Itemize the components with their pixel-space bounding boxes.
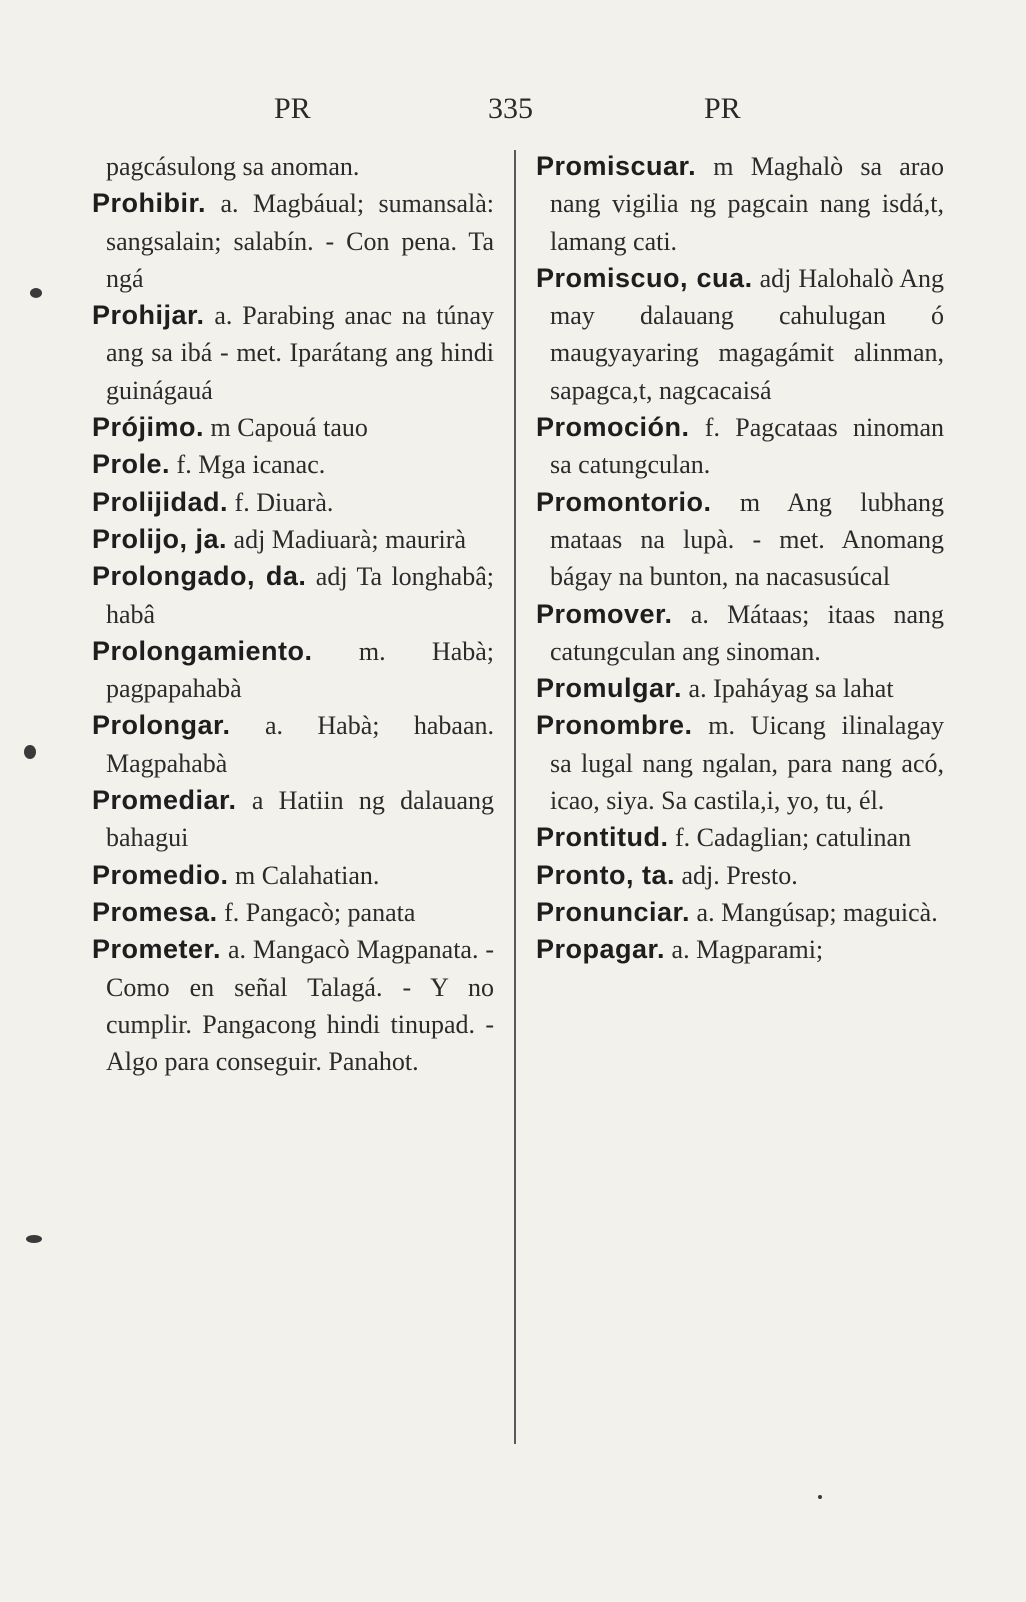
entry-definition: a Hatiin ng dalauang bahagui <box>106 786 494 853</box>
entry-headword: Prole. <box>92 449 171 480</box>
dictionary-entry <box>92 148 494 185</box>
entry-headword: Promiscuo, cua. <box>536 262 753 293</box>
dictionary-entry <box>92 857 494 894</box>
page-number: 335 <box>488 92 533 125</box>
dictionary-entry <box>92 782 494 857</box>
column-divider <box>514 150 516 1444</box>
dictionary-entry <box>92 558 494 633</box>
dictionary-entry <box>536 857 944 894</box>
dictionary-entry <box>536 707 944 819</box>
entry-definition: f. Mga icanac. <box>176 450 326 480</box>
dictionary-entry <box>536 484 944 596</box>
left-column <box>92 148 494 1080</box>
dictionary-entry <box>536 670 944 707</box>
dictionary-entry <box>92 446 494 483</box>
dictionary-entry <box>92 484 494 521</box>
page-header <box>0 92 1026 138</box>
dictionary-entry <box>536 148 944 260</box>
header-left-letters: PR <box>274 92 311 125</box>
entry-definition: a. Mátaas; itaas nang catungculan ang sinoman. <box>550 599 945 666</box>
entry-definition: a. Habà; habaan. Magpahabà <box>106 711 494 778</box>
entry-headword: Prolijo, ja. <box>92 523 228 554</box>
entry-definition: m. Uicang ilinalagay sa lugal nang ngalan, para nang acó, icao, siya. Sa castila,i, yo, tu, él. <box>550 711 944 816</box>
entry-headword: Prójimo. <box>92 412 205 443</box>
entry-headword: Promesa. <box>92 896 218 927</box>
entry-definition: m Maghalò sa arao nang vigilia ng pagcain nang isdá,t, lamang cati. <box>550 152 944 256</box>
entry-definition: m. Habà; pagpapahabà <box>106 636 494 704</box>
ink-speck <box>24 745 36 759</box>
entry-headword: Prolongar. <box>92 710 231 741</box>
dictionary-entry <box>92 894 494 931</box>
entry-headword: Propagar. <box>536 934 666 965</box>
dictionary-entry <box>536 409 944 484</box>
entry-definition: a. Mangúsap; maguicà. <box>696 897 938 927</box>
entry-headword: Prontitud. <box>536 822 669 853</box>
entry-headword: Promover. <box>536 598 673 629</box>
header-right-letters: PR <box>704 92 741 125</box>
ink-speck <box>26 1235 42 1243</box>
dictionary-entry <box>536 931 944 968</box>
entry-definition: adj. Presto. <box>681 860 798 890</box>
ink-speck <box>818 1495 822 1499</box>
dictionary-entry <box>92 185 494 297</box>
entry-headword: Prometer. <box>92 934 222 965</box>
entry-headword: Prolongamiento. <box>92 635 313 666</box>
entry-definition: adj Madiuarà; maurirà <box>233 524 466 554</box>
entry-headword: Prolijidad. <box>92 486 229 517</box>
dictionary-entry <box>536 596 944 671</box>
entry-definition: adj Halohalò Ang may dalauang cahulugan ó maugyayaring magagámit alinman, sapagca,t, nagcacaisá <box>550 263 944 405</box>
entry-definition: a. Ipaháyag sa lahat <box>688 674 894 704</box>
entry-definition: f. Diuarà. <box>234 487 334 517</box>
dictionary-entry <box>92 521 494 558</box>
entry-definition: pagcásulong sa anoman. <box>106 152 360 181</box>
entry-definition: f. Pagcataas ninoman sa catungculan. <box>550 413 944 480</box>
entry-definition: m Ang lubhang mataas na lupà. - met. Anomang bágay na bunton, na nacasusúcal <box>550 487 944 592</box>
dictionary-entry <box>92 297 494 409</box>
entry-headword: Pronunciar. <box>536 896 691 927</box>
dictionary-entry <box>92 707 494 782</box>
entry-definition: f. Cadaglian; catulinan <box>674 823 912 853</box>
entry-definition: adj Ta longhabâ; habâ <box>106 562 494 629</box>
entry-headword: Pronto, ta. <box>536 859 675 890</box>
entry-definition: m Capouá tauo <box>210 413 368 443</box>
dictionary-entry <box>92 931 494 1080</box>
entry-definition: a. Parabing anac na túnay ang sa ibá - met. Iparátang ang hindi guinágauá <box>106 301 494 405</box>
entry-definition: a. Magparami; <box>671 935 824 965</box>
entry-headword: Promulgar. <box>536 673 683 704</box>
entry-headword: Prohijar. <box>92 300 205 331</box>
dictionary-entry <box>536 819 944 856</box>
dictionary-entry <box>536 894 944 931</box>
entry-headword: Prolongado, da. <box>92 561 307 592</box>
entry-definition: m Calahatian. <box>235 860 380 890</box>
dictionary-entry <box>92 633 494 708</box>
ink-speck <box>30 288 42 298</box>
dictionary-entry <box>536 260 944 409</box>
entry-definition: f. Pangacò; panata <box>224 897 416 927</box>
entry-definition: a. Magbáual; sumansalà: sangsalain; salabín. - Con pena. Ta ngá <box>106 189 494 293</box>
entry-headword: Prohibir. <box>92 188 207 219</box>
entry-headword: Promoción. <box>536 412 690 443</box>
entry-definition: a. Mangacò Magpanata. - Como en señal Talagá. - Y no cumplir. Pangacong hindi tinupad. - Algo para conseguir. Panahot. <box>106 935 494 1077</box>
entry-headword: Promediar. <box>92 785 237 816</box>
entry-headword: Promiscuar. <box>536 151 697 181</box>
right-column <box>536 148 944 969</box>
entry-headword: Promedio. <box>92 859 229 890</box>
entry-headword: Pronombre. <box>536 710 693 741</box>
dictionary-entry <box>92 409 494 446</box>
entry-headword: Promontorio. <box>536 486 712 517</box>
